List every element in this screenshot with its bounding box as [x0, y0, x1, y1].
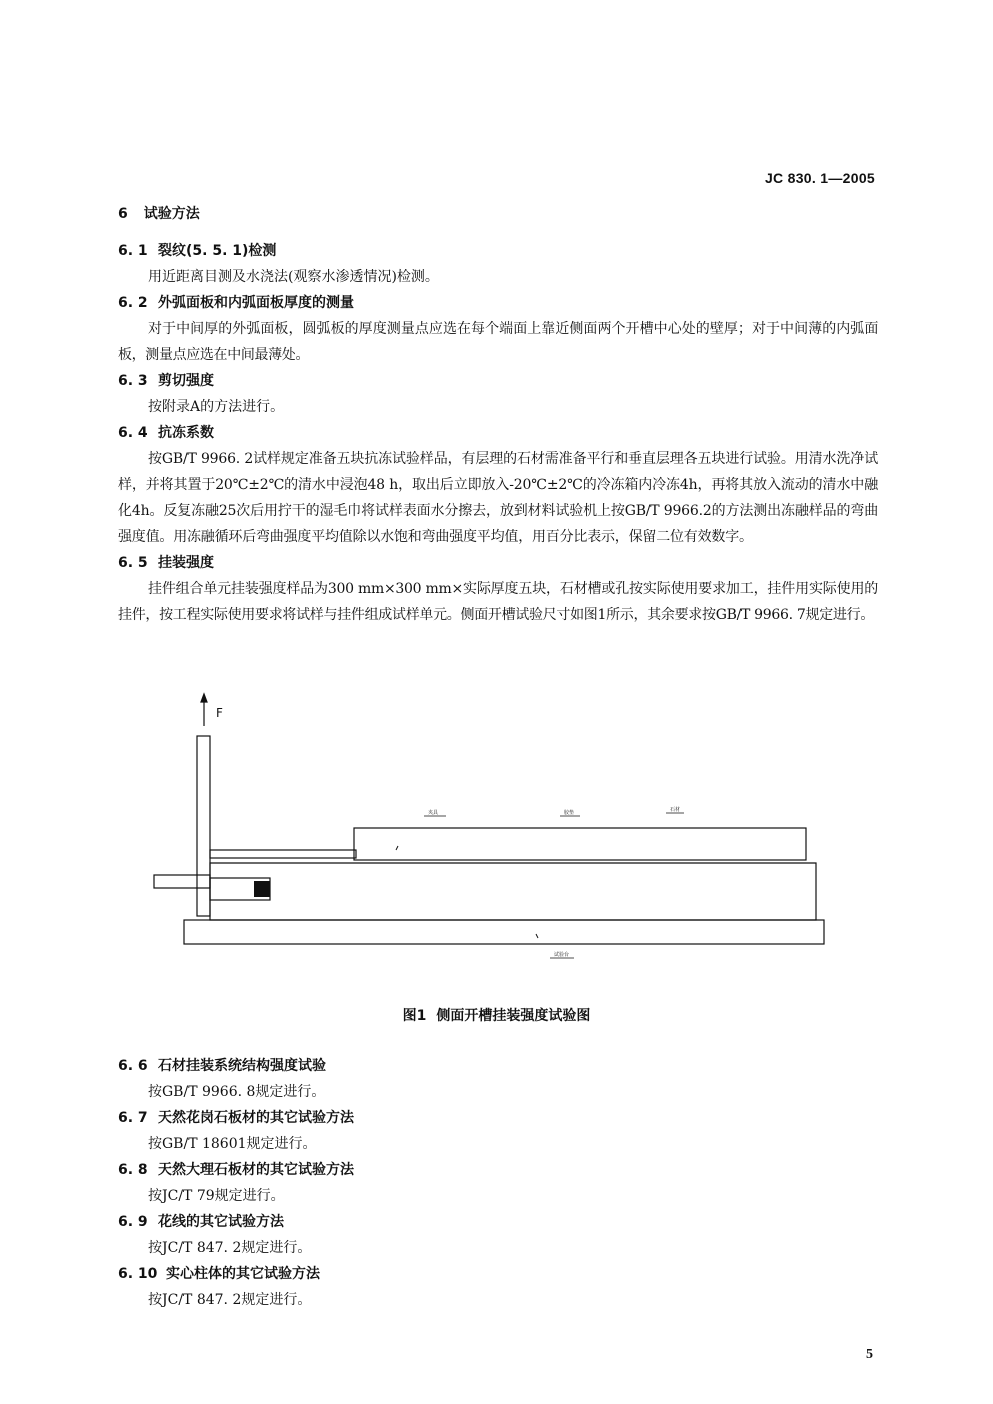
subsection-heading — [118, 1209, 878, 1235]
subsection-number: 6. 2 — [118, 295, 148, 311]
fixture-post — [197, 736, 210, 916]
section-title: 试验方法 — [143, 206, 200, 222]
document-code: JC 830. 1—2005 — [764, 170, 875, 186]
paragraph: 按JC/T 79规定进行。 — [148, 1188, 285, 1204]
test-bench — [184, 920, 824, 944]
subsection-title: 抗冻系数 — [158, 425, 214, 441]
subsection-number: 6. 10 — [118, 1266, 158, 1282]
subsection-heading — [118, 550, 878, 576]
stone-sample — [210, 863, 816, 920]
subsection-heading — [118, 1261, 878, 1287]
paragraph: 按JC/T 847. 2规定进行。 — [148, 1240, 312, 1256]
label-pad: 胶垫 — [564, 810, 575, 816]
force-label: F — [216, 706, 223, 720]
figure-number: 图1 — [402, 1008, 427, 1024]
subsection-title: 实心柱体的其它试验方法 — [166, 1266, 320, 1282]
subsection-number: 6. 6 — [118, 1058, 148, 1074]
subsection-number: 6. 4 — [118, 425, 148, 441]
subsection-6-3 — [118, 368, 878, 420]
subsection-6-4 — [118, 420, 878, 550]
page-number: 5 — [866, 1347, 873, 1362]
arrow-head-icon — [201, 694, 207, 702]
fixture-arm — [154, 875, 210, 888]
subsections-upper — [118, 238, 878, 628]
subsection-title: 挂装强度 — [158, 555, 214, 571]
subsection-heading — [118, 238, 878, 264]
subsection-number: 6. 7 — [118, 1110, 148, 1126]
test-diagram — [150, 690, 840, 965]
subsection-heading — [118, 290, 878, 316]
label-fixture: 夹具 — [428, 810, 439, 816]
subsection-number: 6. 9 — [118, 1214, 148, 1230]
subsection-number: 6. 5 — [118, 555, 148, 571]
subsection-heading — [118, 1053, 878, 1079]
figure-caption-text: 侧面开槽挂装强度试验图 — [436, 1008, 591, 1024]
subsection-6-8 — [118, 1157, 878, 1209]
stone-plate-top — [354, 828, 806, 860]
subsection-title: 外弧面板和内弧面板厚度的测量 — [158, 295, 354, 311]
label-bench: 试验台 — [554, 952, 570, 958]
subsection-title: 石材挂装系统结构强度试验 — [158, 1058, 326, 1074]
subsection-6-2 — [118, 290, 878, 368]
section-heading — [118, 203, 200, 223]
paragraph: 按GB/T 9966. 2试样规定准备五块抗冻试验样品，有层理的石材需准备平行和垂直层理各五块进行试验。用清水洗净试样，并将其置于20℃±2℃的清水中浸泡48 h，取出后立即放入-20℃±2℃的冷冻箱内冷冻4h，再将其放入流动的清水中融化4h。反复冻融25次后用拧干的湿毛巾将试样表面水分擦去，放到材料试验机上按GB/T 9966.2的方法测出冻融样品的弯曲强度值。用冻融循环后弯曲强度平均值除以水饱和弯曲强度平均值，用百分比表示，保留二位有效数字。 — [118, 451, 878, 545]
subsection-6-10 — [118, 1261, 878, 1313]
subsection-heading — [118, 368, 878, 394]
subsections-lower — [118, 1053, 878, 1313]
paragraph: 按GB/T 18601规定进行。 — [148, 1136, 317, 1152]
paragraph: 按附录A的方法进行。 — [148, 399, 285, 415]
paragraph: 对于中间厚的外弧面板，圆弧板的厚度测量点应选在每个端面上靠近侧面两个开槽中心处的壁厚；对于中间薄的内弧面板，测量点应选在中间最薄处。 — [118, 321, 878, 363]
anchor-insert — [254, 881, 270, 897]
label-stone: 石材 — [670, 807, 681, 813]
paragraph: 用近距离目测及水浇法(观察水渗透情况)检测。 — [148, 269, 439, 285]
subsection-title: 天然大理石板材的其它试验方法 — [158, 1162, 354, 1178]
paragraph: 按GB/T 9966. 8规定进行。 — [148, 1084, 326, 1100]
subsection-heading — [118, 1105, 878, 1131]
rubber-pad — [210, 850, 356, 858]
paragraph: 按JC/T 847. 2规定进行。 — [148, 1292, 312, 1308]
figure-caption — [0, 1005, 993, 1025]
subsection-6-7 — [118, 1105, 878, 1157]
subsection-6-5 — [118, 550, 878, 628]
subsection-number: 6. 1 — [118, 243, 148, 259]
subsection-6-9 — [118, 1209, 878, 1261]
subsection-title: 花线的其它试验方法 — [158, 1214, 284, 1230]
section-number: 6 — [118, 206, 128, 222]
subsection-heading — [118, 1157, 878, 1183]
subsection-6-6 — [118, 1053, 878, 1105]
subsection-heading — [118, 420, 878, 446]
subsection-number: 6. 3 — [118, 373, 148, 389]
subsection-title: 剪切强度 — [158, 373, 214, 389]
subsection-number: 6. 8 — [118, 1162, 148, 1178]
subsection-title: 裂纹(5. 5. 1)检测 — [158, 243, 277, 259]
subsection-6-1 — [118, 238, 878, 290]
paragraph: 挂件组合单元挂装强度样品为300 mm×300 mm×实际厚度五块，石材槽或孔按实际使用要求加工，挂件用实际使用的挂件，按工程实际使用要求将试样与挂件组成试样单元。侧面开槽试验尺寸如图1所示，其余要求按GB/T 9966. 7规定进行。 — [118, 581, 878, 623]
subsection-title: 天然花岗石板材的其它试验方法 — [158, 1110, 354, 1126]
